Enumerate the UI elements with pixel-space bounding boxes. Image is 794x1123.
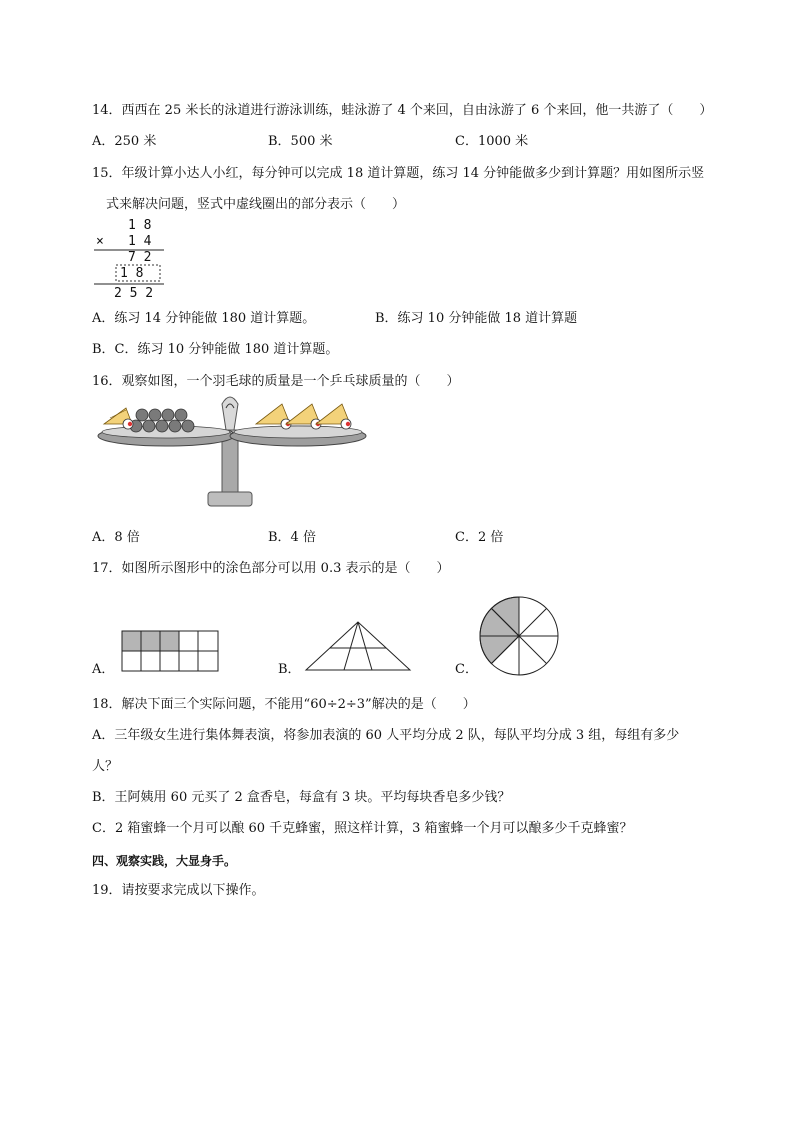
q14-option-a[interactable]: A．250 米 <box>92 134 157 149</box>
balance-scale-figure <box>96 386 372 514</box>
q14-option-b[interactable]: B．500 米 <box>268 134 333 149</box>
q16-stem: 16．观察如图，一个羽毛球的质量是一个乒乓球质量的（ ） <box>92 374 460 389</box>
q18-stem: 18．解决下面三个实际问题，不能用“60÷2÷3”解决的是（ ） <box>92 697 476 712</box>
triangle-figure <box>304 620 412 672</box>
calc-lines <box>92 218 172 304</box>
section-4-heading: 四、观察实践，大显身手。 <box>92 854 237 868</box>
q17-stem: 17．如图所示图形中的涂色部分可以用 0.3 表示的是（ ） <box>92 561 450 576</box>
grid-rectangle-figure <box>121 630 221 672</box>
q18-option-c[interactable]: C．2 箱蜜蜂一个月可以酿 60 千克蜂蜜，照这样计算，3 箱蜜蜂一个月可以酿多少千克蜂蜜？ <box>92 821 633 836</box>
calc-row-72: 7 2 <box>128 250 152 265</box>
calc-row-18-shifted: 1 8 <box>120 266 144 281</box>
q19-stem: 19．请按要求完成以下操作。 <box>92 883 265 898</box>
calc-row-14: 1 4 <box>128 234 152 249</box>
calc-row-18: 1 8 <box>128 218 152 233</box>
q16-option-a[interactable]: A．8 倍 <box>92 530 140 545</box>
q18-option-b[interactable]: B．王阿姨用 60 元买了 2 盒香皂，每盒有 3 块。平均每块香皂多少钱？ <box>92 790 511 805</box>
q16-option-b[interactable]: B．4 倍 <box>268 530 316 545</box>
dashed-circle-box <box>116 265 160 281</box>
q15-option-a[interactable]: A．练习 14 分钟能做 180 道计算题。 <box>92 311 316 326</box>
pie-circle-figure <box>478 595 560 677</box>
q17-option-c[interactable]: C． <box>455 662 478 677</box>
calc-row-252: 2 5 2 <box>114 286 154 301</box>
q15-stem-line2: 式来解决问题，竖式中虚线圈出的部分表示（ ） <box>106 197 406 212</box>
q16-option-c[interactable]: C．2 倍 <box>455 530 504 545</box>
q17-option-b[interactable]: B． <box>278 662 301 677</box>
q15-stem-line1: 15．年级计算小达人小红，每分钟可以完成 18 道计算题，练习 14 分钟能做多少到计算题？用如图所示竖 <box>92 166 705 181</box>
q15-option-c[interactable]: B．C．练习 10 分钟能做 180 道计算题。 <box>92 342 339 357</box>
q14-option-c[interactable]: C．1000 米 <box>455 134 529 149</box>
q17-option-a[interactable]: A． <box>92 662 115 677</box>
q18-option-a-line1[interactable]: A．三年级女生进行集体舞表演，将参加表演的 60 人平均分成 2 队，每队平均分成 3 组，每组有多少 <box>92 728 680 743</box>
calc-times-sign: × <box>96 234 104 249</box>
q18-option-a-line2: 人？ <box>92 759 119 774</box>
q15-option-b[interactable]: B．练习 10 分钟能做 18 道计算题 <box>375 311 578 326</box>
vertical-multiplication <box>92 218 172 304</box>
q14-stem: 14．西西在 25 米长的泳道进行游泳训练，蛙泳游了 4 个来回，自由泳游了 6 个来回，他一共游了（ ） <box>92 103 713 118</box>
